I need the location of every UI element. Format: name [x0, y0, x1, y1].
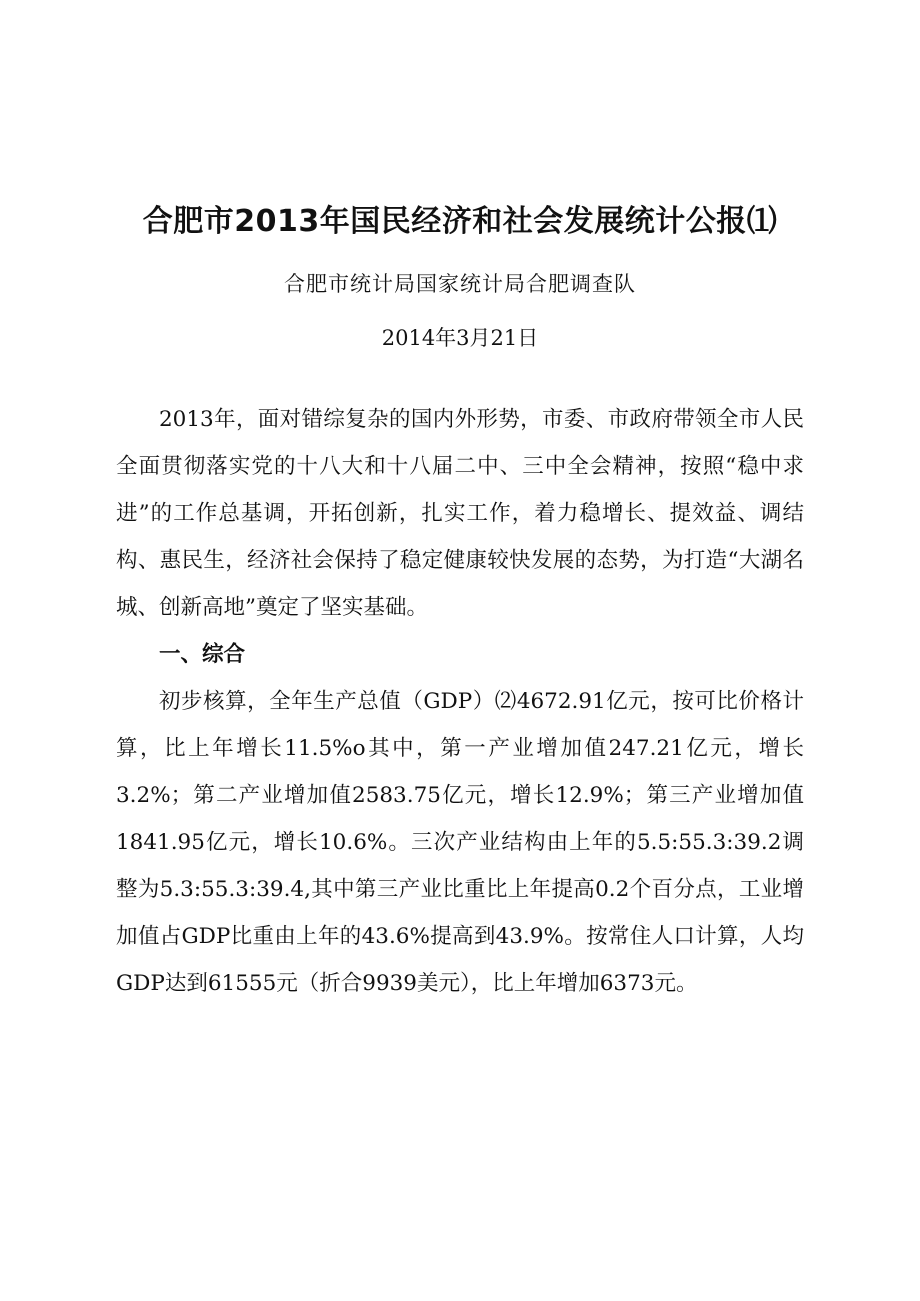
section-paragraph: 初步核算，全年生产总值（GDP）⑵4672.91亿元，按可比价格计算，比上年增长11.5%o其中，第一产业增加值247.21亿元，增长3.2%；第二产业增加值2583.75亿元，增长12.9%；第三产业增加值1841.95亿元，增长10.6%。三次产业结构由上年的5.5:55.3:39.2调整为5.3:55.3:39.4,其中第三产业比重比上年提高0.2个百分点，工业增加值占GDP比重由上年的43.6%提高到43.9%。按常住人口计算，人均GDP达到61555元（折合9939美元），比上年增加6373元。: [116, 689, 804, 996]
document-title: 合肥市2013年国民经济和社会发展统计公报⑴: [142, 204, 778, 239]
intro-paragraph: 2013年，面对错综复杂的国内外形势，市委、市政府带领全市人民全面贯彻落实党的十八大和十八届二中、三中全会精神，按照“稳中求进”的工作总基调，开拓创新，扎实工作，着力稳增长、提效益、调结构、惠民生，经济社会保持了稳定健康较快发展的态势，为打造“大湖名城、创新高地”奠定了坚实基础。: [116, 407, 804, 620]
document-body: [116, 396, 804, 1007]
section-heading: 一、综合: [159, 642, 246, 667]
document-issuer: 合肥市统计局国家统计局合肥调查队: [284, 272, 636, 296]
document-date: 2014年3月21日: [381, 326, 539, 350]
